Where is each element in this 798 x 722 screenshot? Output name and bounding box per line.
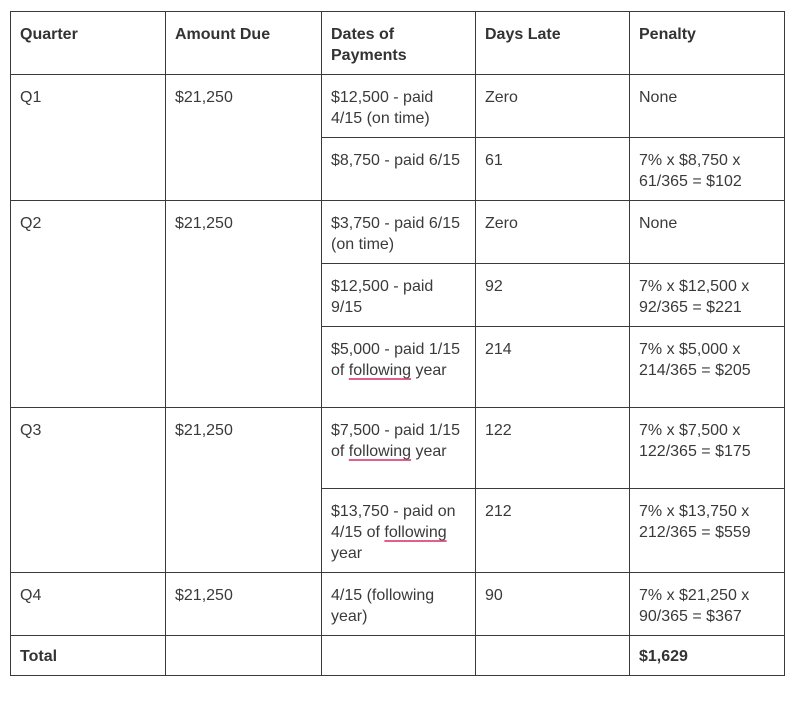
spellcheck-flagged-word[interactable]: following <box>348 443 412 460</box>
days-late-cell: 92 <box>476 264 630 327</box>
payment-date-cell <box>322 327 476 408</box>
payment-date-cell <box>322 489 476 573</box>
days-late-cell: 214 <box>476 327 630 408</box>
table-row <box>11 408 785 489</box>
total-empty-cell <box>322 636 476 676</box>
header-dates-of-payments: Dates of Payments <box>322 12 476 75</box>
amount-due-cell: $21,250 <box>166 408 322 573</box>
header-days-late: Days Late <box>476 12 630 75</box>
payment-date-text: $7,500 - paid 1/15 of <box>331 422 460 460</box>
header-penalty: Penalty <box>630 12 785 75</box>
amount-due-cell: $21,250 <box>166 573 322 636</box>
payment-date-cell <box>322 408 476 489</box>
quarter-cell: Q1 <box>11 75 166 201</box>
payment-date-text: year <box>411 362 447 379</box>
penalty-cell: 7% x $13,750 x 212/365 = $559 <box>630 489 785 573</box>
payment-date-text: year <box>411 443 447 460</box>
total-penalty: $1,629 <box>630 636 785 676</box>
table-row <box>11 75 785 138</box>
payment-date-cell: $12,500 - paid 9/15 <box>322 264 476 327</box>
days-late-cell: Zero <box>476 201 630 264</box>
payment-date-text: $13,750 - paid on 4/15 of <box>331 503 456 541</box>
total-label: Total <box>11 636 166 676</box>
payment-date-cell: $3,750 - paid 6/15 (on time) <box>322 201 476 264</box>
penalty-cell: 7% x $7,500 x 122/365 = $175 <box>630 408 785 489</box>
amount-due-cell: $21,250 <box>166 201 322 408</box>
total-empty-cell <box>166 636 322 676</box>
quarter-cell: Q4 <box>11 573 166 636</box>
quarter-cell: Q3 <box>11 408 166 573</box>
table-row <box>11 201 785 264</box>
payment-date-cell: $12,500 - paid 4/15 (on time) <box>322 75 476 138</box>
penalty-cell: None <box>630 201 785 264</box>
days-late-cell: 61 <box>476 138 630 201</box>
days-late-cell: 90 <box>476 573 630 636</box>
penalty-cell: 7% x $5,000 x 214/365 = $205 <box>630 327 785 408</box>
payment-date-cell: $8,750 - paid 6/15 <box>322 138 476 201</box>
spellcheck-flagged-word[interactable]: following <box>348 362 412 379</box>
header-amount-due: Amount Due <box>166 12 322 75</box>
spellcheck-flagged-word[interactable]: following <box>384 524 447 541</box>
table-row <box>11 573 785 636</box>
days-late-cell: 212 <box>476 489 630 573</box>
total-empty-cell <box>476 636 630 676</box>
header-quarter: Quarter <box>11 12 166 75</box>
quarter-cell: Q2 <box>11 201 166 408</box>
payment-date-cell: 4/15 (following year) <box>322 573 476 636</box>
payment-date-text: $5,000 - paid 1/15 of <box>331 341 460 379</box>
amount-due-cell: $21,250 <box>166 75 322 201</box>
payment-date-text: year <box>331 545 363 562</box>
days-late-cell: Zero <box>476 75 630 138</box>
penalty-cell: 7% x $8,750 x 61/365 = $102 <box>630 138 785 201</box>
penalty-cell: 7% x $21,250 x 90/365 = $367 <box>630 573 785 636</box>
header-row <box>11 12 785 75</box>
penalty-cell: None <box>630 75 785 138</box>
days-late-cell: 122 <box>476 408 630 489</box>
penalty-table <box>10 11 785 676</box>
total-row <box>11 636 785 676</box>
penalty-cell: 7% x $12,500 x 92/365 = $221 <box>630 264 785 327</box>
